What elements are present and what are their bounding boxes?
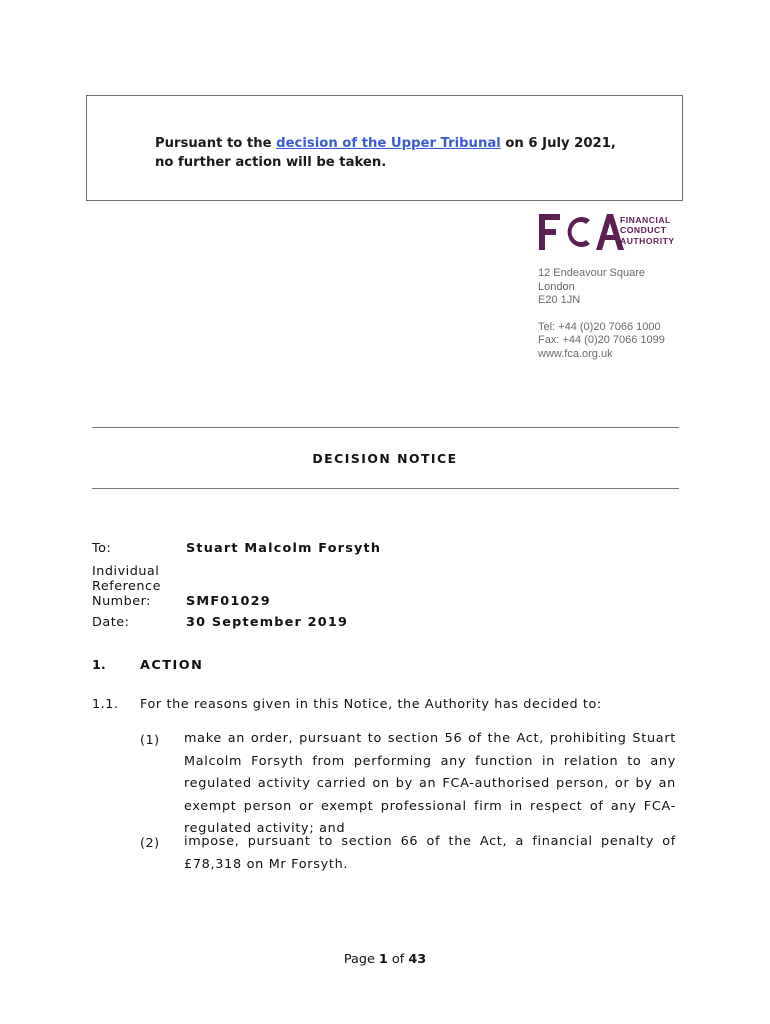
to-label: To: bbox=[92, 541, 112, 556]
irn-label-line-2: Reference bbox=[92, 579, 161, 594]
notice-text-before: Pursuant to the bbox=[155, 136, 277, 151]
address-tel: Tel: +44 (0)20 7066 1000 bbox=[538, 320, 661, 333]
list-item-text-2: impose, pursuant to section 66 of the Act, a financial penalty of £78,318 on Mr Forsyth. bbox=[184, 834, 676, 872]
document-title: DECISION NOTICE bbox=[312, 451, 458, 466]
irn-label-line-1: Individual bbox=[92, 564, 160, 579]
page-footer bbox=[0, 952, 770, 967]
notice-box bbox=[86, 95, 683, 201]
irn-label bbox=[92, 564, 161, 609]
upper-tribunal-decision-link[interactable]: decision of the Upper Tribunal bbox=[276, 136, 501, 151]
irn-value: SMF01029 bbox=[186, 594, 271, 609]
address-fax: Fax: +44 (0)20 7066 1099 bbox=[538, 334, 665, 346]
page-word: Page bbox=[343, 952, 375, 967]
page-total: 43 bbox=[408, 952, 427, 967]
paragraph-number: 1.1. bbox=[92, 697, 119, 712]
notice-text bbox=[155, 134, 616, 172]
address-line-2: London bbox=[538, 280, 575, 293]
section-title: ACTION bbox=[140, 658, 204, 673]
list-item-number-2: (2) bbox=[140, 836, 160, 851]
fca-address bbox=[538, 267, 665, 361]
of-word: of bbox=[391, 952, 405, 967]
notice-line-2: no further action will be taken. bbox=[155, 155, 387, 170]
logo-word-conduct: CONDUCT bbox=[620, 225, 667, 236]
date-value: 30 September 2019 bbox=[186, 615, 349, 630]
list-item-text-1: make an order, pursuant to section 56 of the Act, prohibiting Stuart Malcolm Forsyth from performing any function in relation to any regulated activity carried on by an FCA-authorised person, or by an exempt person or exempt professional firm in respect of any FCA-regulated activity; and bbox=[184, 731, 676, 836]
paragraph-text: For the reasons given in this Notice, the Authority has decided to: bbox=[140, 697, 602, 712]
title-rule-bottom bbox=[92, 488, 679, 489]
address-line-1: 12 Endeavour Square bbox=[538, 267, 646, 279]
section-number: 1. bbox=[92, 658, 106, 673]
logo-word-authority: AUTHORITY bbox=[620, 235, 675, 246]
title-rule-top bbox=[92, 427, 679, 428]
irn-label-line-3: Number: bbox=[92, 594, 151, 609]
address-line-3: E20 1JN bbox=[538, 294, 581, 306]
notice-text-after: on 6 July 2021, bbox=[500, 136, 616, 151]
page-number: 1 bbox=[378, 952, 388, 967]
to-value: Stuart Malcolm Forsyth bbox=[186, 541, 382, 556]
fca-logo-words bbox=[620, 215, 675, 246]
date-label: Date: bbox=[92, 615, 130, 630]
list-item-number-1: (1) bbox=[140, 733, 160, 748]
logo-word-financial: FINANCIAL bbox=[620, 215, 671, 225]
address-web: www.fca.org.uk bbox=[538, 347, 613, 360]
